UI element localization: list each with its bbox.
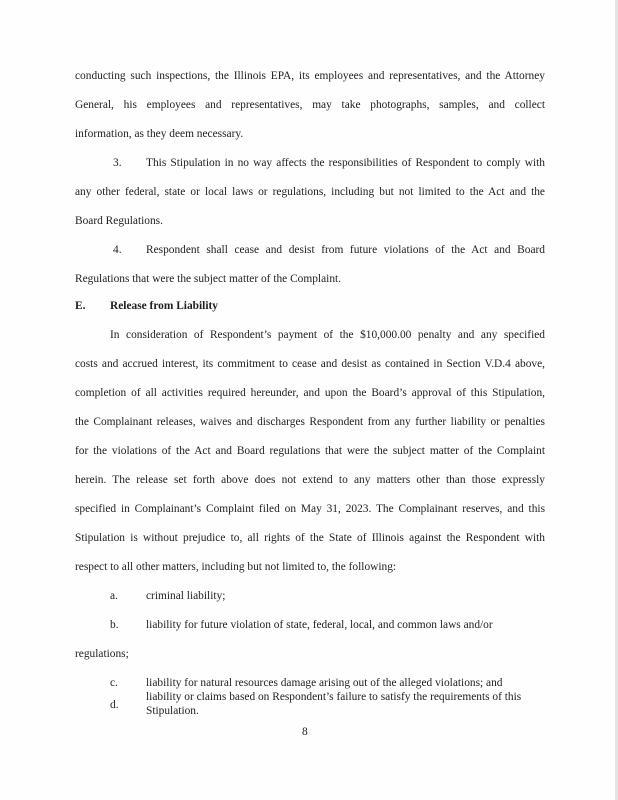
list-item-letter: a. bbox=[110, 590, 118, 602]
body-line: costs and accrued interest, its commitment to cease and desist as contained in Section V.D.4 above, bbox=[75, 358, 545, 370]
list-item: liability for future violation of state, federal, local, and common laws and/or bbox=[146, 619, 493, 631]
body-line: for the violations of the Act and Board regulations that were the subject matter of the Complaint bbox=[75, 445, 545, 457]
paragraph-number: 3. bbox=[113, 157, 122, 169]
list-item-letter: b. bbox=[110, 619, 119, 631]
body-line: In consideration of Respondent’s payment of the $10,000.00 penalty and any specified bbox=[110, 329, 545, 341]
page-number: 8 bbox=[302, 726, 308, 738]
list-item: liability for natural resources damage arising out of the alleged violations; and bbox=[146, 677, 503, 689]
body-line: herein. The release set forth above does not extend to any matters other than those expressly bbox=[75, 474, 545, 486]
body-line: information, as they deem necessary. bbox=[75, 128, 244, 140]
body-line: the Complainant releases, waives and discharges Respondent from any further liability or penalties bbox=[75, 416, 545, 428]
paragraph-number: 4. bbox=[113, 244, 122, 256]
body-line: Stipulation is without prejudice to, all rights of the State of Illinois against the Respondent with bbox=[75, 532, 545, 544]
body-line: General, his employees and representatives, may take photographs, samples, and collect bbox=[75, 99, 545, 111]
body-line: specified in Complainant’s Complaint filed on May 31, 2023. The Complainant reserves, and this bbox=[75, 503, 545, 515]
body-line: completion of all activities required hereunder, and upon the Board’s approval of this Stipulation, bbox=[75, 387, 545, 399]
body-line: conducting such inspections, the Illinois EPA, its employees and representatives, and the Attorney bbox=[75, 70, 545, 82]
list-item-letter: d. bbox=[110, 699, 119, 711]
body-line: Respondent shall cease and desist from future violations of the Act and Board bbox=[146, 244, 545, 256]
section-heading: Release from Liability bbox=[110, 300, 218, 312]
list-item: liability or claims based on Respondent’s failure to satisfy the requirements of this bbox=[146, 691, 522, 703]
body-line: Regulations that were the subject matter of the Complaint. bbox=[75, 273, 342, 285]
body-line: any other federal, state or local laws or regulations, including but not limited to the Act and the bbox=[75, 186, 545, 198]
list-item-letter: c. bbox=[110, 677, 118, 689]
list-item-continuation: regulations; bbox=[75, 648, 129, 660]
list-item-continuation: Stipulation. bbox=[146, 705, 199, 717]
list-item: criminal liability; bbox=[146, 590, 226, 602]
section-letter: E. bbox=[75, 300, 86, 312]
body-line: respect to all other matters, including but not limited to, the following: bbox=[75, 561, 397, 573]
body-line: Board Regulations. bbox=[75, 215, 163, 227]
body-line: This Stipulation in no way affects the responsibilities of Respondent to comply with bbox=[146, 157, 545, 169]
